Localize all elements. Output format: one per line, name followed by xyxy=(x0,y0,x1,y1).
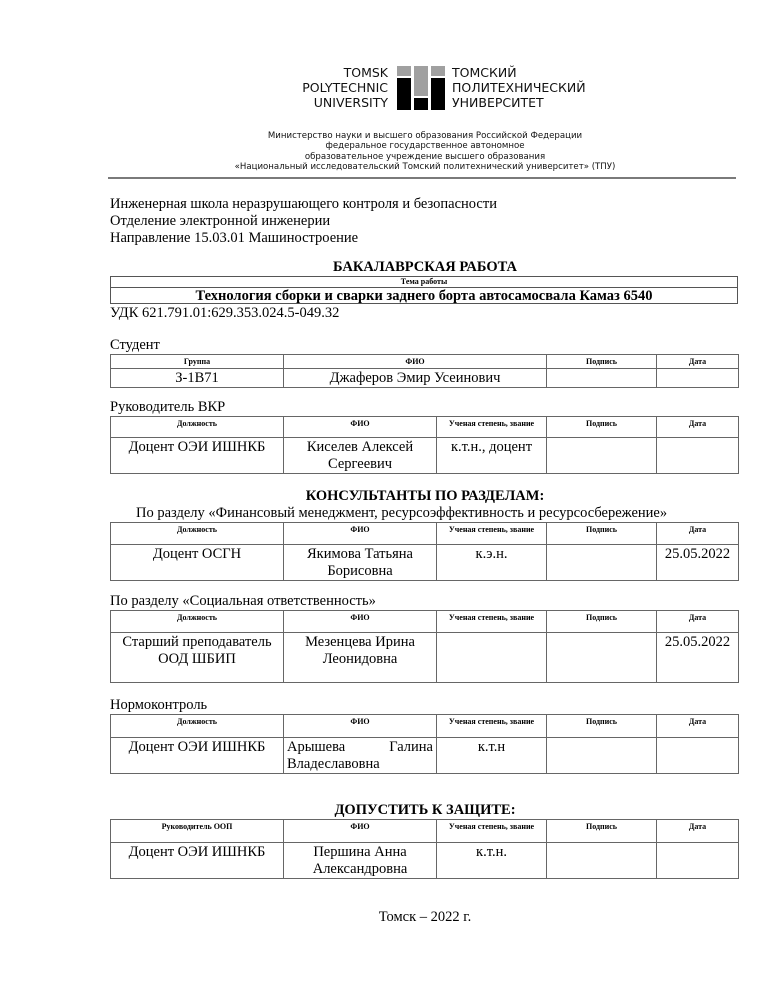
header-signature: Подпись xyxy=(547,820,657,843)
cell-signature xyxy=(547,843,657,879)
school-name: Инженерная школа неразрушающего контроля и безопасности xyxy=(110,196,497,212)
social-section-label: По разделу «Социальная ответственность» xyxy=(110,593,376,609)
footer-place-year: Томск – 2022 г. xyxy=(378,909,472,925)
cell-degree xyxy=(437,633,547,683)
header-name: ФИО xyxy=(284,820,437,843)
cell-name: Арышева Галина Владеславовна xyxy=(284,738,437,774)
advisor-label: Руководитель ВКР xyxy=(110,399,226,415)
header-degree: Ученая степень, звание xyxy=(437,611,547,633)
logo-block xyxy=(397,78,411,110)
header-date: Дата xyxy=(657,417,739,438)
header-name: ФИО xyxy=(284,355,547,369)
logo-block xyxy=(431,66,445,76)
table-header-row xyxy=(111,523,739,545)
advisor-table xyxy=(110,416,739,474)
work-title: БАКАЛАВРСКАЯ РАБОТА xyxy=(332,259,518,275)
header-degree: Ученая степень, звание xyxy=(437,715,547,738)
normcontrol-label: Нормоконтроль xyxy=(110,697,208,713)
logo-ru-line: ПОЛИТЕХНИЧЕСКИЙ xyxy=(452,80,586,95)
header-position: Должность xyxy=(111,715,284,738)
table-header-row xyxy=(111,355,739,369)
defense-title: ДОПУСТИТЬ К ЗАЩИТЕ: xyxy=(334,802,516,818)
logo-en-line: TOMSK xyxy=(343,65,388,80)
ministry-header xyxy=(160,131,690,172)
tpu-logo-icon xyxy=(397,66,445,110)
logo-ru-line: УНИВЕРСИТЕТ xyxy=(452,95,544,110)
table-header-row xyxy=(111,611,739,633)
header-signature: Подпись xyxy=(547,417,657,438)
cell-name: Мезенцева Ирина Леонидовна xyxy=(284,633,437,683)
finance-section-label: По разделу «Финансовый менеджмент, ресурсоэффективность и ресурсосбережение» xyxy=(136,505,668,521)
social-consultant-table xyxy=(110,610,739,683)
cell-group: З-1В71 xyxy=(111,369,284,388)
cell-signature xyxy=(547,545,657,581)
ministry-line: Министерство науки и высшего образования Российской Федерации xyxy=(267,131,583,141)
table-row xyxy=(111,545,739,581)
cell-signature xyxy=(547,738,657,774)
header-date: Дата xyxy=(657,355,739,369)
header-degree: Ученая степень, звание xyxy=(437,417,547,438)
table-row xyxy=(111,843,739,879)
logo-block xyxy=(414,66,428,96)
ministry-line: «Национальный исследовательский Томский политехнический университет» (ТПУ) xyxy=(234,161,616,172)
normcontrol-table xyxy=(110,714,739,774)
cell-signature xyxy=(547,633,657,683)
cell-date xyxy=(657,369,739,388)
topic-value: Технология сборки и сварки заднего борта автосамосвала Камаз 6540 xyxy=(195,288,653,304)
cell-date: 25.05.2022 xyxy=(657,545,739,581)
cell-name: Якимова Татьяна Борисовна xyxy=(284,545,437,581)
logo-block xyxy=(431,78,445,110)
header-name: ФИО xyxy=(284,523,437,545)
header-position: Должность xyxy=(111,417,284,438)
cell-name: Киселев Алексей Сергеевич xyxy=(284,438,437,474)
cell-date xyxy=(657,843,739,879)
cell-position: Старший преподаватель ООД ШБИП xyxy=(111,633,284,683)
logo-block xyxy=(397,66,411,76)
header-date: Дата xyxy=(657,523,739,545)
finance-consultant-table xyxy=(110,522,739,581)
cell-date xyxy=(657,438,739,474)
cell-signature xyxy=(547,438,657,474)
cell-position: Доцент ОЭИ ИШНКБ xyxy=(111,438,284,474)
university-name-ru xyxy=(452,65,612,110)
cell-position: Доцент ОСГН xyxy=(111,545,284,581)
cell-position: Доцент ОЭИ ИШНКБ xyxy=(111,738,284,774)
header-signature: Подпись xyxy=(547,611,657,633)
cell-signature xyxy=(547,369,657,388)
header-signature: Подпись xyxy=(547,715,657,738)
cell-degree: к.э.н. xyxy=(437,545,547,581)
header-position: Должность xyxy=(111,611,284,633)
header-degree: Ученая степень, звание xyxy=(437,820,547,843)
udk-code: УДК 621.791.01:629.353.024.5-049.32 xyxy=(110,305,340,321)
ministry-line: образовательное учреждение высшего образования xyxy=(304,151,546,162)
ministry-line: федеральное государственное автономное xyxy=(325,141,525,152)
table-header-row xyxy=(111,715,739,738)
topic-box xyxy=(110,276,738,304)
logo-en-line: UNIVERSITY xyxy=(313,95,388,110)
header-signature: Подпись xyxy=(547,355,657,369)
cell-degree: к.т.н xyxy=(437,738,547,774)
student-label: Студент xyxy=(110,337,160,353)
table-row xyxy=(111,633,739,683)
cell-date xyxy=(657,738,739,774)
header-position: Должность xyxy=(111,523,284,545)
defense-table xyxy=(110,819,739,879)
header-degree: Ученая степень, звание xyxy=(437,523,547,545)
table-row xyxy=(111,738,739,774)
topic-label: Тема работы xyxy=(111,277,737,288)
logo-block xyxy=(414,98,428,110)
direction-name: Направление 15.03.01 Машиностроение xyxy=(110,230,359,246)
table-row xyxy=(111,438,739,474)
table-row xyxy=(111,369,739,388)
header-divider xyxy=(108,177,736,179)
logo-ru-line: ТОМСКИЙ xyxy=(452,65,517,80)
cell-name: Джаферов Эмир Усеинович xyxy=(284,369,547,388)
department-name: Отделение электронной инженерии xyxy=(110,213,331,229)
university-name-en xyxy=(288,65,388,110)
cell-degree: к.т.н. xyxy=(437,843,547,879)
logo-en-line: POLYTECHNIC xyxy=(302,80,388,95)
cell-position: Доцент ОЭИ ИШНКБ xyxy=(111,843,284,879)
header-name: ФИО xyxy=(284,715,437,738)
consultants-title: КОНСУЛЬТАНТЫ ПО РАЗДЕЛАМ: xyxy=(305,488,545,504)
header-name: ФИО xyxy=(284,417,437,438)
cell-degree: к.т.н., доцент xyxy=(437,438,547,474)
header-group: Группа xyxy=(111,355,284,369)
student-table xyxy=(110,354,739,388)
header-date: Дата xyxy=(657,611,739,633)
cell-date: 25.05.2022 xyxy=(657,633,739,683)
header-program-head: Руководитель ООП xyxy=(111,820,284,843)
table-header-row xyxy=(111,417,739,438)
table-header-row xyxy=(111,820,739,843)
header-date: Дата xyxy=(657,820,739,843)
cell-name: Першина Анна Александровна xyxy=(284,843,437,879)
header-date: Дата xyxy=(657,715,739,738)
header-name: ФИО xyxy=(284,611,437,633)
header-signature: Подпись xyxy=(547,523,657,545)
